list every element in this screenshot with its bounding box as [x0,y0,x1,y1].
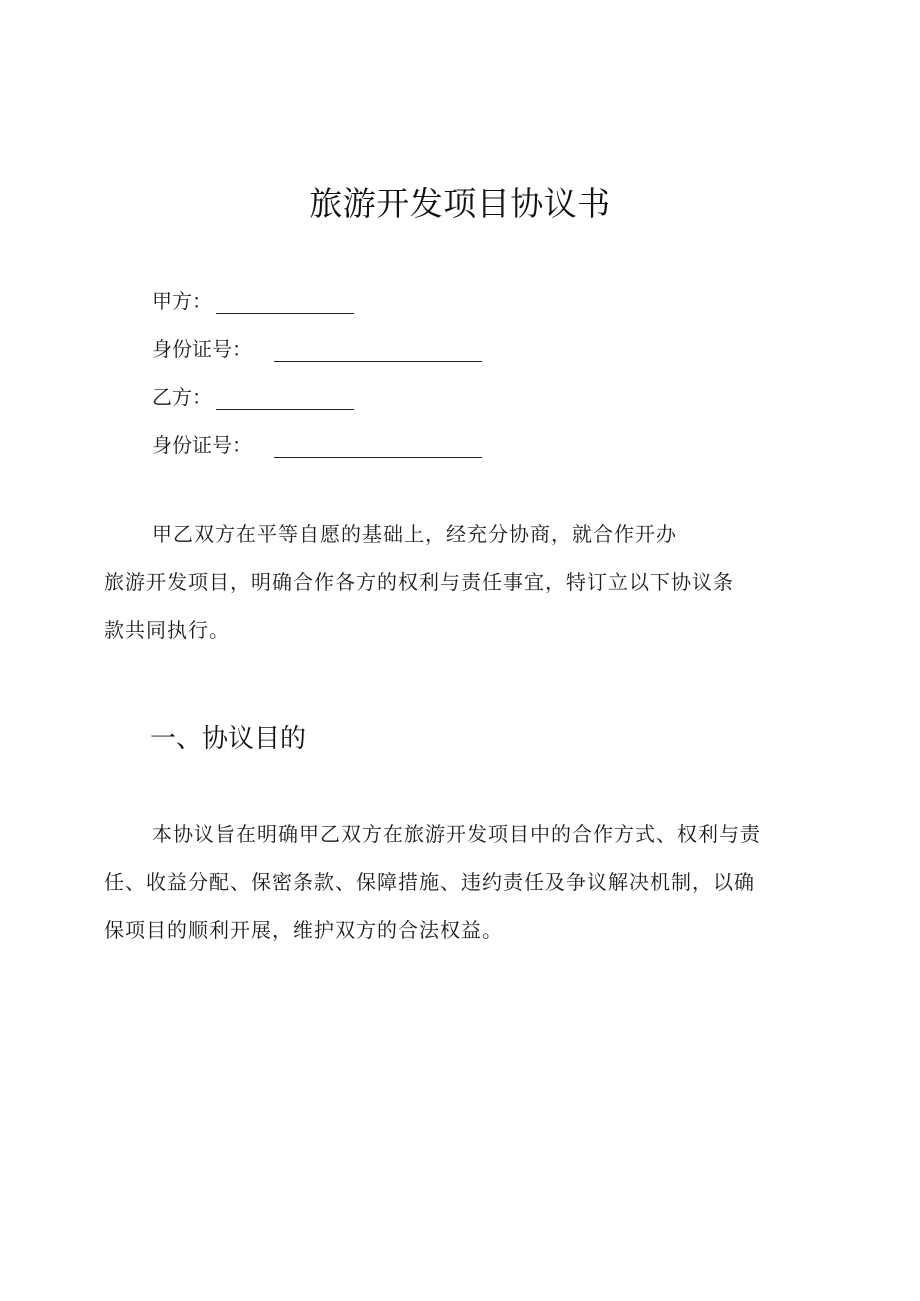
party-b-label: 乙方： [152,385,212,409]
party-a-id-label: 身份证号： [152,337,252,361]
party-a-id-blank [274,339,482,362]
party-b-id-field [152,428,482,458]
intro-line-1: 甲乙双方在平等自愿的基础上，经充分协商，就合作开办 [152,522,677,546]
party-b-field [152,380,354,410]
document-title: 旅游开发项目协议书 [309,184,611,223]
party-b-blank [216,387,354,410]
party-b-id-label: 身份证号： [152,433,252,457]
party-a-label: 甲方： [152,289,212,313]
party-a-id-field [152,332,482,362]
section-1-line-1: 本协议旨在明确甲乙双方在旅游开发项目中的合作方式、权利与责 [152,822,761,846]
party-a-blank [216,291,354,314]
section-1-heading: 一、协议目的 [150,724,307,754]
party-a-field [152,284,354,314]
section-1-line-2: 任、收益分配、保密条款、保障措施、违约责任及争议解决机制，以确 [104,870,755,894]
intro-line-2: 旅游开发项目，明确合作各方的权利与责任事宜，特订立以下协议条 [104,570,734,594]
section-1-line-3: 保项目的顺利开展，维护双方的合法权益。 [104,918,503,942]
intro-line-3: 款共同执行。 [104,618,230,642]
party-b-id-blank [274,435,482,458]
